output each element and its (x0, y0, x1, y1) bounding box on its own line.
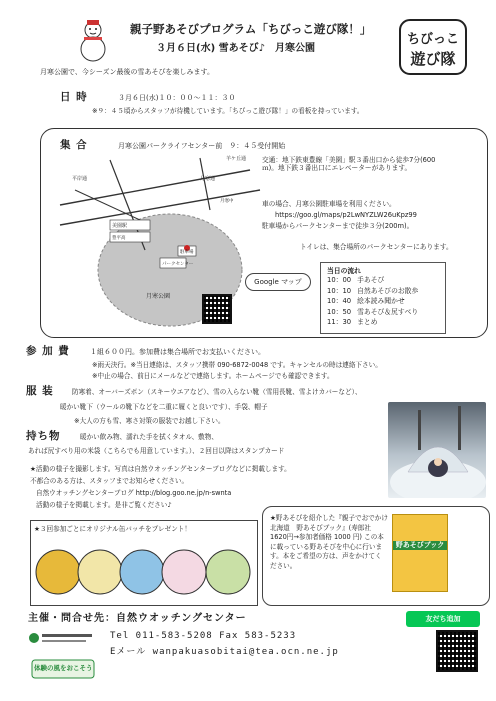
clothing-line-3: ※大人の方も雪、寒さ対策の服装でお越し下さい。 (74, 417, 225, 425)
snowman-illustration (78, 18, 108, 62)
schedule-item: 10：40 絵本読み聞かせ (327, 297, 405, 306)
fee-note-1: ※雨天決行。※当日連絡は、スタッフ携帯 090-6872-0048 です。キャンセルの時は連絡下さい。 (92, 361, 382, 369)
schedule-item: 10：50 雪あそび＆尻すべり (327, 307, 419, 316)
clothing-line-2: 暖かい靴下（ウールの靴下などを二重に履くと良いです）、手袋、帽子 (60, 403, 268, 411)
organization-logo-text: 体験の風をおこそう (34, 664, 93, 672)
contact-email[interactable]: Eメール wanpakuasobitai@tea.ocn.ne.jp (110, 647, 339, 657)
access-map (50, 150, 312, 330)
belongings-line-1: 暖かい飲み物、濡れた手を拭くタオル、敷物、 (80, 433, 218, 441)
page-subtitle: ３月６日(水) 雪あそび♪ 月寒公園 (156, 43, 316, 54)
fee-value: １組６００円。参加費は集合場所でお支払いください。 (90, 348, 265, 356)
map-label-park: 月寒公園 (146, 293, 171, 300)
book-cover (392, 514, 448, 592)
organizer-text: 主催・問合せ先：自然ウオッチングセンター (28, 613, 247, 624)
notice-4: 活動の様子を掲載します。是非ご覧ください♪ (36, 501, 172, 509)
notice-blog[interactable]: 自然ウオッチングセンターブログ http://blog.goo.ne.jp/n-swnta (36, 489, 232, 497)
clothing-label: 服 装 (26, 385, 54, 397)
belongings-label: 持ち物 (26, 430, 61, 442)
organization-logo (26, 630, 98, 684)
map-label-school1: 月寒中 (220, 199, 234, 204)
contact-tel: Tel 011-583-5208 Fax 583-5233 (110, 631, 297, 641)
line-add-friend-button[interactable]: 友だち追加 (406, 611, 480, 627)
snow-play-photo (388, 402, 486, 498)
maps-url[interactable]: https://goo.gl/maps/p2LwNYZLW26uKpz99 (275, 211, 417, 219)
map-label-parking: 駐車場 (180, 250, 194, 255)
chibikko-logo (398, 18, 468, 76)
schedule-item: 11：30 まとめ (327, 318, 378, 327)
belongings-line-2: あれば尻すべり用の米袋（こちらでも用意しています。）、２回目以降はスタンプカード (28, 447, 285, 455)
parking-text: 駐車場からパークセンターまで徒歩３分(200m)。 (262, 222, 414, 230)
fee-label: 参 加 費 (26, 345, 70, 357)
badge-text: ★３回参加ごとにオリジナル缶バッチをプレゼント！ (34, 525, 191, 533)
map-label-school2: 豊平高 (112, 236, 126, 241)
intro-text: 月寒公園で、今シーズン最後の雪あそびを楽しみます。 (40, 68, 214, 76)
map-label-misono: 美園駅 (112, 223, 128, 229)
map-label-parkcenter: パークセンター (162, 262, 194, 267)
schedule-item: 10：10 自然あそびのお散歩 (327, 286, 419, 295)
toilet-text: トイレは、集合場所のパークセンターにあります。 (300, 243, 453, 251)
meeting-place: 月寒公園パークライフセンター前 ９：４５受付開始 (118, 142, 286, 150)
access-text: 交通：地下鉄東豊線「美園」駅３番出口から徒歩7分(600ｍ)。地下鉄３番出口にエレベーターがあります。 (262, 156, 436, 173)
fee-note-2: ※中止の場合、前日にメールなどで連絡します。ホームページでも確認できます。 (92, 372, 334, 380)
map-label-tsukisamu: 月寒通 (200, 176, 216, 182)
meeting-label: 集 合 (60, 139, 88, 151)
notice-2: 不都合のある方は、スタッフまでお知らせください。 (30, 477, 189, 485)
datetime-note: ※９：４５頃からスタッフが待機しています。「ちびっこ遊び隊！」の看板を持っています。 (92, 107, 364, 115)
svg-text:遊び隊: 遊び隊 (410, 50, 456, 68)
datetime-value: ３月６日(水)１０：００～１１：３０ (118, 94, 236, 102)
badge-images (34, 542, 254, 602)
page-title: 親子野あそびプログラム「ちびっこ遊び隊！」 (130, 22, 372, 36)
book-cover-title: 野あそびブック (393, 541, 447, 550)
svg-text:ちびっこ: ちびっこ (406, 32, 460, 47)
line-qr-code-icon[interactable] (436, 630, 478, 672)
clothing-line-1: 防寒着、オーバーズボン（スキーウエアなど）、雪の入らない靴（雪用長靴、雪よけカバーなど）、 (72, 388, 362, 396)
map-qr-code-icon[interactable] (202, 294, 232, 324)
notice-1: ★活動の様子を撮影します。写真は自然ウオッチングセンターブログなどに掲載します。 (30, 465, 291, 473)
schedule-title: 当日の流れ (327, 267, 361, 275)
schedule-item: 10：00 手あそび (327, 276, 385, 285)
google-map-button[interactable]: Google マップ (245, 273, 311, 291)
book-text: ★野あそびを紹介した『親子でおでかけ北海道 野あそびブック』(寿郎社 1620円→参加者価格 1000 円) この本に載っている野あそびを中心に行います。本をご希望の方は、声をかけてください。 (270, 514, 388, 570)
car-text: 車の場合、月寒公園駐車場を利用ください。 (262, 200, 396, 208)
schedule-box (320, 262, 446, 334)
map-label-hitsujigaoka: 羊ケ丘通 (226, 156, 247, 162)
map-label-hiragishi: 平岸通 (72, 176, 88, 182)
datetime-label: 日 時 (60, 91, 88, 103)
